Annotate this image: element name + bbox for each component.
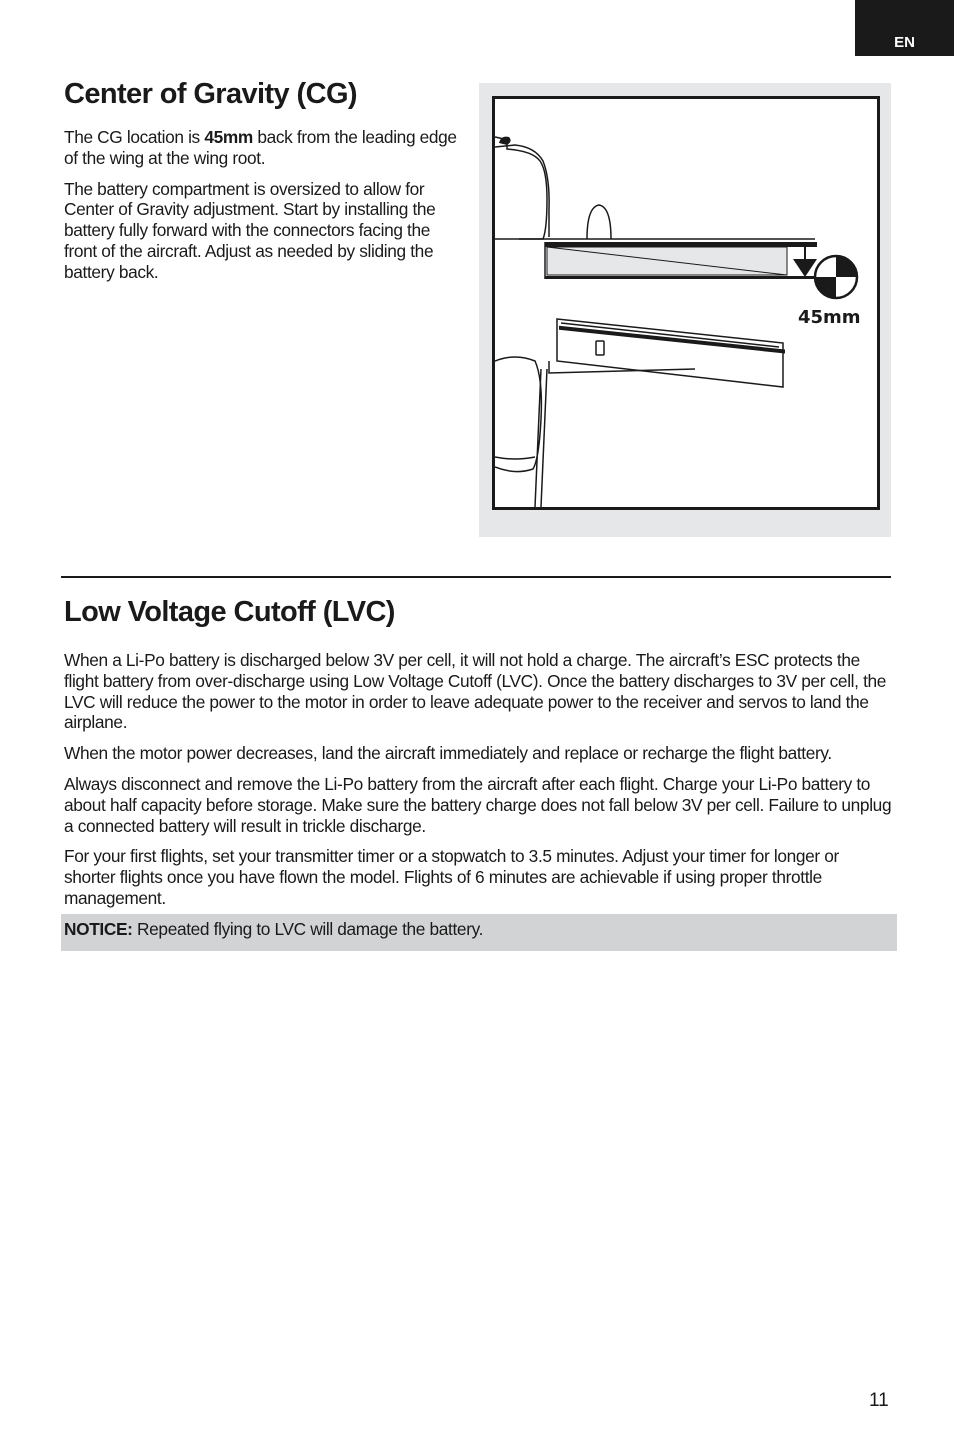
cg-symbol-icon [815, 256, 857, 298]
fuselage-canopy [495, 145, 549, 237]
cg-distance-label: 45mm [798, 307, 861, 328]
landing-gear-edge [541, 369, 547, 507]
cg-heading: Center of Gravity (CG) [64, 78, 357, 110]
section-divider [61, 576, 891, 578]
down-arrow-icon [793, 259, 817, 277]
cg-text [64, 127, 464, 293]
wheel-pant-line [495, 457, 535, 459]
language-tab: EN [855, 0, 954, 56]
cg-paragraph-2: The battery compartment is oversized to allow for Center of Gravity adjustment. Start by installing the battery fully forward with the connectors facing the front of the aircraft. Adjust as needed by sliding the battery back. [64, 178, 436, 282]
lvc-paragraph-3: Always disconnect and remove the Li-Po battery from the aircraft after each flight. Charge your Li-Po battery to about half capacity before storage. Make sure the battery charge does not fall below 3V per cell. Failure to unplug a connected battery will result in trickle discharge. [64, 773, 892, 836]
lvc-text [64, 650, 894, 919]
cg-line-marker [545, 276, 817, 279]
page-number: 11 [869, 1390, 889, 1411]
cg-figure [492, 96, 880, 510]
leading-edge-marker [545, 242, 817, 247]
cg-distance: 45mm [204, 127, 253, 147]
lvc-paragraph-2: When the motor power decreases, land the aircraft immediately and replace or recharge the flight battery. [64, 743, 832, 764]
cg-diagram [495, 99, 877, 507]
notice-label: NOTICE: [64, 919, 133, 939]
notice-box [61, 914, 897, 951]
lvc-paragraph-4: For your first flights, set your transmitter timer or a stopwatch to 3.5 minutes. Adjust your timer for longer or shorter flights once you have flown the model. Flights of 6 minutes are achievable if using proper throttle management. [64, 846, 839, 908]
lvc-paragraph-1: When a Li-Po battery is discharged below 3V per cell, it will not hold a charge. The aircraft’s ESC protects the flight battery from over-discharge using Low Voltage Cutoff (LVC). Once the battery discharges to 3V per cell, the LVC will reduce the power to the motor in order to leave adequate power to the receiver and servos to land the airplane. [64, 650, 887, 733]
fuselage-nose [495, 137, 547, 239]
wheel-pant [495, 357, 541, 472]
cg-paragraph-1: The CG location is 45mm back from the leading edge of the wing at the wing root. [64, 127, 457, 168]
lvc-heading: Low Voltage Cutoff (LVC) [64, 596, 395, 628]
tail-fin [587, 205, 611, 239]
notice-text: Repeated flying to LVC will damage the battery. [132, 919, 484, 939]
aileron-servo-icon [596, 341, 604, 355]
